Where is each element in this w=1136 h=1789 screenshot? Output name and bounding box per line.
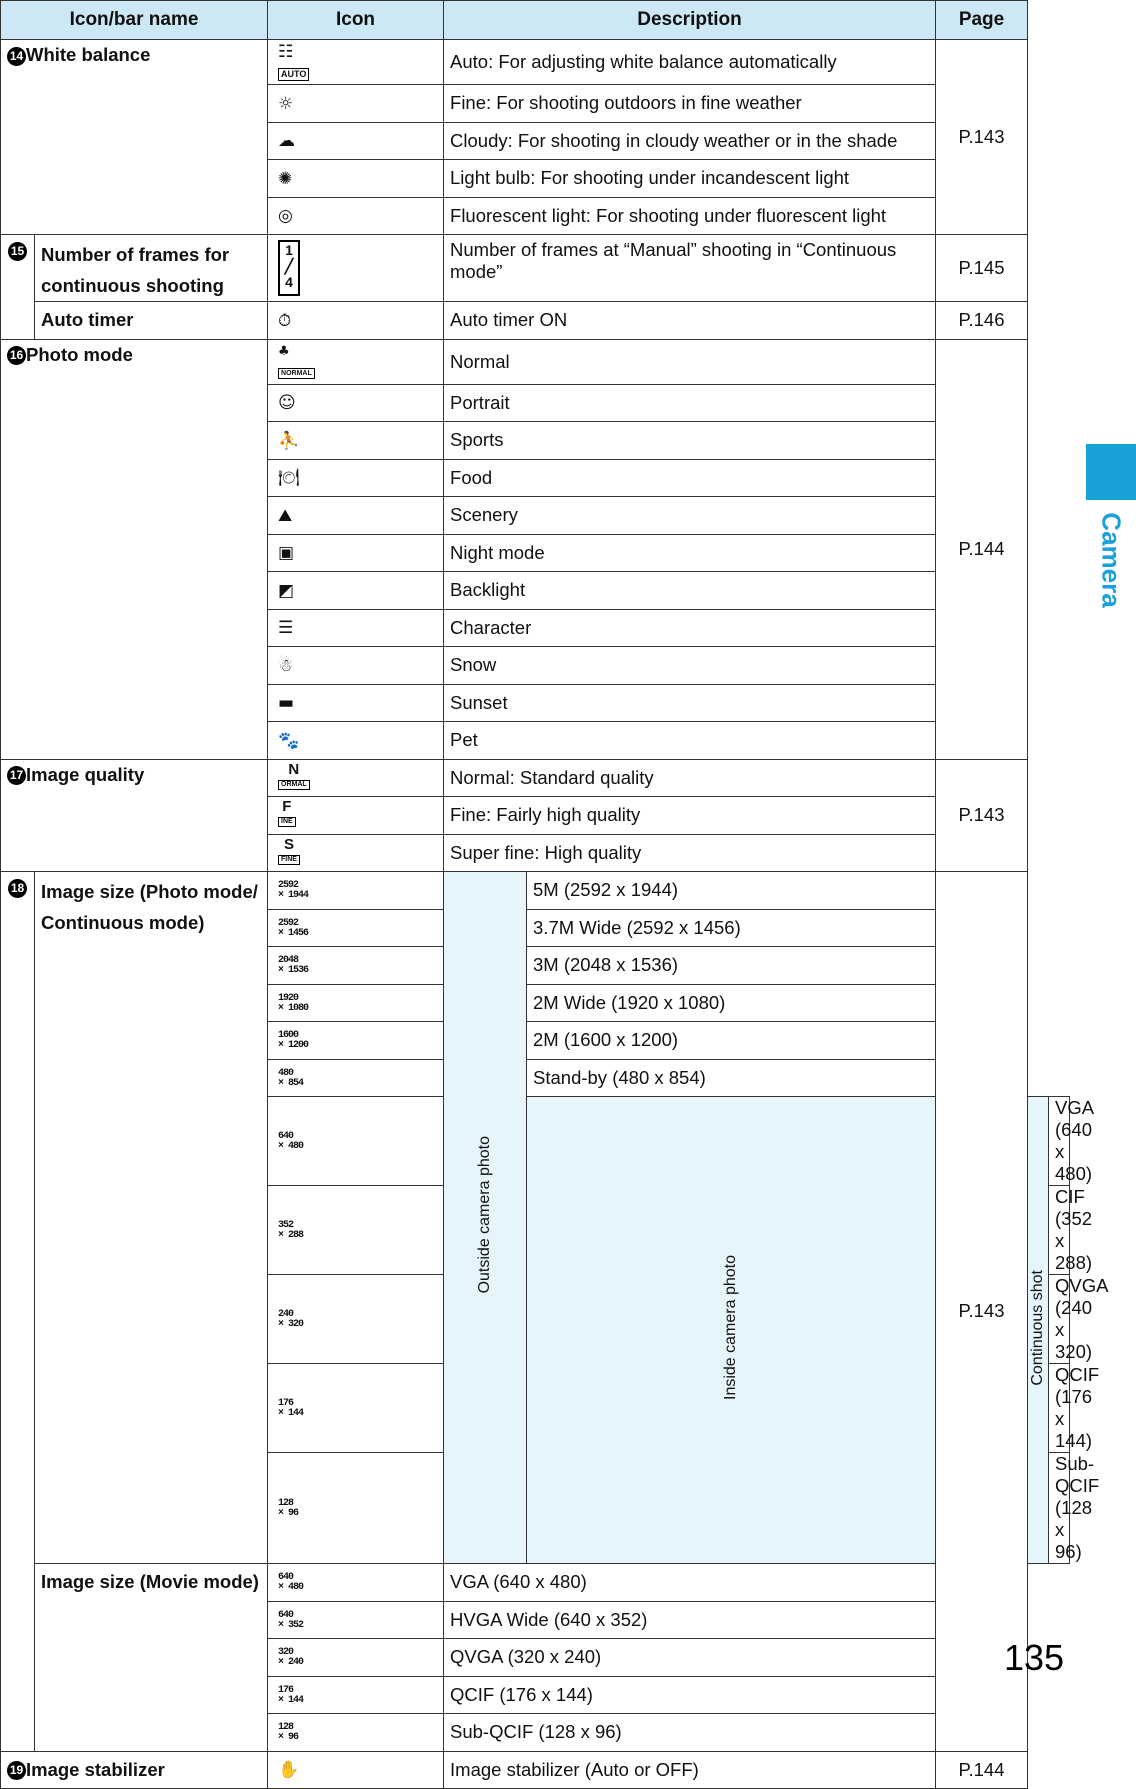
table-row xyxy=(1,1751,1070,1789)
header-icon: Icon xyxy=(268,1,444,40)
quality-superfine-icon: S FINE xyxy=(278,837,300,867)
description: QVGA (240 x 320) xyxy=(1049,1275,1070,1364)
chapter-label: Camera xyxy=(1096,512,1127,608)
description: Fine: For shooting outdoors in fine weather xyxy=(444,85,936,123)
movie-176x144-icon: 176 × 144 xyxy=(278,1684,304,1706)
description: QCIF (176 x 144) xyxy=(1049,1364,1070,1453)
item-number-badge: 16 xyxy=(7,346,26,365)
description: Fluorescent light: For shooting under fluorescent light xyxy=(444,197,936,235)
size-480x854-icon: 480 × 854 xyxy=(278,1067,304,1089)
pet-icon: 🐾 xyxy=(278,730,300,751)
table-row xyxy=(1,759,1070,797)
description: VGA (640 x 480) xyxy=(1049,1097,1070,1186)
description: Normal: Standard quality xyxy=(444,759,936,797)
quality-normal-icon: N ORMAL xyxy=(278,762,310,792)
description: Character xyxy=(444,609,936,647)
table-row xyxy=(1,339,1070,384)
image-stabilizer-name: 19 Image stabilizer xyxy=(1,1751,268,1789)
backlight-icon: ◩ xyxy=(278,580,295,601)
size-1600x1200-icon: 1600 × 1200 xyxy=(278,1030,309,1052)
description: 2M Wide (1920 x 1080) xyxy=(527,984,936,1022)
item-number-badge: 18 xyxy=(8,879,27,898)
description: VGA (640 x 480) xyxy=(444,1564,936,1602)
description: Portrait xyxy=(444,384,936,422)
outside-camera-photo-label: Outside camera photo xyxy=(444,872,527,1564)
size-352x288-icon: 352 × 288 xyxy=(278,1220,304,1242)
description: QCIF (176 x 144) xyxy=(444,1676,936,1714)
wb-auto-icon: ☷ AUTO xyxy=(268,40,444,85)
item-number-badge: 15 xyxy=(8,242,27,261)
description: Normal xyxy=(444,339,936,384)
description: CIF (352 x 288) xyxy=(1049,1186,1070,1275)
description: Cloudy: For shooting in cloudy weather or in the shade xyxy=(444,122,936,160)
movie-640x480-icon: 640 × 480 xyxy=(278,1572,304,1594)
size-1920x1080-icon: 1920 × 1080 xyxy=(278,992,309,1014)
description: Food xyxy=(444,459,936,497)
size-176x144-icon: 176 × 144 xyxy=(278,1398,304,1420)
auto-timer-name: Auto timer xyxy=(35,302,268,340)
header-description: Description xyxy=(444,1,936,40)
description: Auto: For adjusting white balance automatically xyxy=(444,40,936,85)
wb-fine-icon: ☼ xyxy=(278,93,294,114)
image-size-photo-name: Image size (Photo mode/ Continuous mode) xyxy=(35,872,268,1564)
table-row xyxy=(1,872,1070,910)
description: Stand-by (480 x 854) xyxy=(527,1059,936,1097)
white-balance-name: 14 White balance xyxy=(1,40,268,235)
table-row xyxy=(1,40,1070,85)
night-mode-icon: ▣ xyxy=(278,543,295,564)
description: QVGA (320 x 240) xyxy=(444,1639,936,1677)
header-icon-bar-name: Icon/bar name xyxy=(1,1,268,40)
page-reference: P.144 xyxy=(936,339,1028,759)
size-240x320-icon: 240 × 320 xyxy=(278,1309,304,1331)
chapter-tab-marker xyxy=(1086,444,1136,500)
size-2592x1944-icon: 2592 × 1944 xyxy=(278,880,309,902)
page-reference: P.143 xyxy=(936,759,1028,872)
description: 3.7M Wide (2592 x 1456) xyxy=(527,909,936,947)
page-reference: P.145 xyxy=(936,235,1028,302)
portrait-icon: ☺ xyxy=(278,393,296,414)
snow-icon: ☃ xyxy=(278,655,294,676)
wb-fluorescent-icon: ◎ xyxy=(278,206,293,227)
description: Backlight xyxy=(444,572,936,610)
item-number-badge: 14 xyxy=(7,47,26,66)
normal-mode-icon: ♣ NORMAL xyxy=(268,339,444,384)
image-size-movie-name: Image size (Movie mode) xyxy=(35,1564,268,1752)
page-reference: P.146 xyxy=(936,302,1028,340)
scenery-icon: ⛰ xyxy=(278,505,293,526)
auto-timer-icon: ⏱ xyxy=(278,310,292,331)
wb-lightbulb-icon: ✺ xyxy=(278,168,293,189)
description: Sub-QCIF (128 x 96) xyxy=(1049,1453,1070,1564)
description: HVGA Wide (640 x 352) xyxy=(444,1601,936,1639)
description: Auto timer ON xyxy=(444,302,936,340)
item-number-badge: 19 xyxy=(7,1761,26,1780)
sports-icon: ⛹ xyxy=(278,430,300,451)
table-row xyxy=(1,302,1070,340)
stabilizer-icon: ✋ xyxy=(278,1760,300,1781)
description: Night mode xyxy=(444,534,936,572)
page-reference: P.143 xyxy=(936,40,1028,235)
frames-icon: 1 ╱ 4 xyxy=(278,240,300,296)
size-128x96-icon: 128 × 96 xyxy=(278,1498,299,1520)
movie-128x96-icon: 128 × 96 xyxy=(278,1722,299,1744)
frames-name: Number of frames for continuous shooting xyxy=(35,235,268,302)
size-2592x1456-icon: 2592 × 1456 xyxy=(278,917,309,939)
description: 2M (1600 x 1200) xyxy=(527,1022,936,1060)
description: Scenery xyxy=(444,497,936,535)
table-header-row xyxy=(1,1,1070,40)
page-number: 135 xyxy=(1004,1637,1065,1678)
description: 5M (2592 x 1944) xyxy=(527,872,936,910)
movie-640x352-icon: 640 × 352 xyxy=(278,1609,304,1631)
table-row xyxy=(1,1564,1070,1602)
character-icon: ☰ xyxy=(278,618,294,639)
description: 3M (2048 x 1536) xyxy=(527,947,936,985)
item-number-badge: 17 xyxy=(7,766,26,785)
image-quality-name: 17 Image quality xyxy=(1,759,268,872)
size-640x480-icon: 640 × 480 xyxy=(278,1131,304,1153)
sunset-icon: ▬ xyxy=(278,693,295,714)
description: Image stabilizer (Auto or OFF) xyxy=(444,1751,936,1789)
wb-cloudy-icon: ☁ xyxy=(278,131,296,152)
table-row xyxy=(1,235,1070,302)
description: Fine: Fairly high quality xyxy=(444,797,936,835)
description: Sports xyxy=(444,422,936,460)
photo-mode-name: 16 Photo mode xyxy=(1,339,268,759)
page-reference: P.143 xyxy=(936,872,1028,1752)
size-2048x1536-icon: 2048 × 1536 xyxy=(278,955,309,977)
description: Snow xyxy=(444,647,936,685)
food-icon: 🍽 xyxy=(278,468,300,489)
description: Sunset xyxy=(444,684,936,722)
page-reference: P.144 xyxy=(936,1751,1028,1789)
description: Number of frames at “Manual” shooting in “Continuous mode” xyxy=(444,235,936,302)
description: Super fine: High quality xyxy=(444,834,936,872)
continuous-shot-label: Continuous shot xyxy=(1028,1097,1049,1564)
description: Pet xyxy=(444,722,936,760)
inside-camera-photo-label: Inside camera photo xyxy=(527,1097,936,1564)
movie-320x240-icon: 320 × 240 xyxy=(278,1647,304,1669)
description: Light bulb: For shooting under incandescent light xyxy=(444,160,936,198)
quality-fine-icon: F INE xyxy=(278,799,296,829)
header-page: Page xyxy=(936,1,1028,40)
description: Sub-QCIF (128 x 96) xyxy=(444,1714,936,1752)
